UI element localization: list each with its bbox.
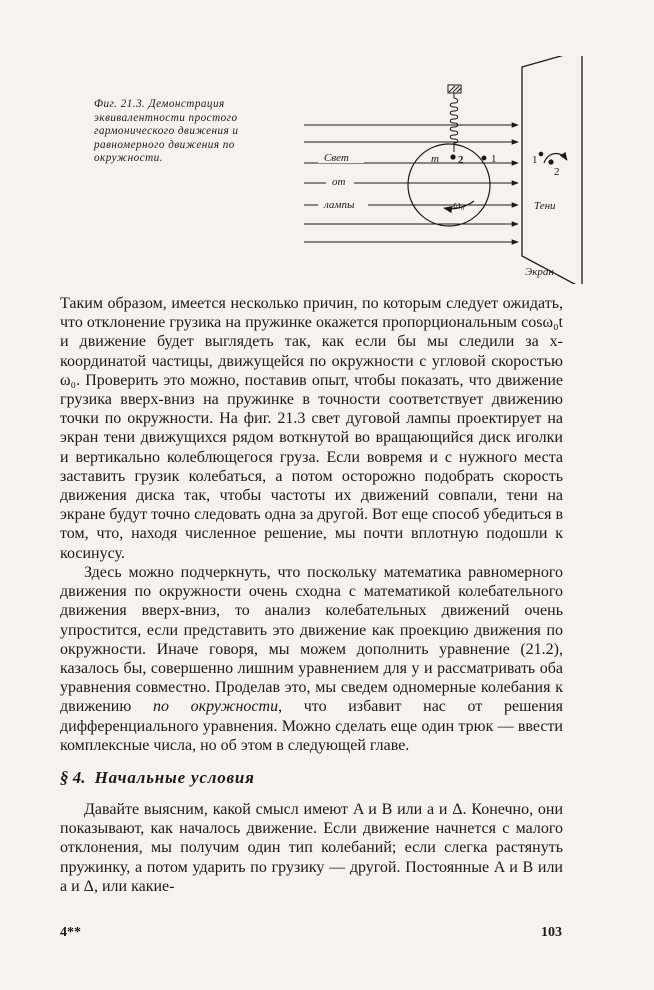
paragraph-1-text: Таким образом, имеется несколько причин, по которым следует ожидать, что отклонение грузика на пружинке окажется пропорциональным cosω₀t и движение будет выглядеть так, как если бы мы следили за x-координатой частицы, движущейся по окружности с угловой скоростью ω₀. Проверить это можно, поставив опыт, чтобы показать, что движение грузика вверх-вниз на пружинке в точности соответствует движению точки по окружности. На фиг. 21.3 свет дуговой лампы проектирует на экран тени движущихся рядом воткнутой во вращающийся диск иголки и вертикально колеблющегося груза. Если вовремя и с нужного места заставить грузик колебаться, а потом осторожно подобрать скорость движения диска так, чтобы частоты их движений совпали, тени на экране будут точно следовать одна за другой. Вот еще способ убедиться в том, что, находя численное решение, мы почти вплотную подошли к косинусу. bbox=[60, 295, 563, 562]
omega-label: ω₀ bbox=[453, 199, 465, 211]
spring-icon bbox=[450, 93, 458, 152]
section-paragraph bbox=[60, 800, 563, 896]
section-number: § 4. bbox=[60, 768, 86, 787]
section-heading bbox=[60, 768, 255, 788]
spring-mount-icon bbox=[448, 85, 461, 93]
shadow-point-2 bbox=[548, 159, 553, 164]
figure-caption-text: Демонстрация эквивалентности простого гармонического движения и равномерного движения по окружности. bbox=[94, 98, 239, 164]
shadow-point-1 bbox=[539, 152, 544, 157]
page-number: 103 bbox=[541, 925, 562, 940]
body-paragraph-1 bbox=[60, 294, 563, 563]
disk-point-2-label: 2 bbox=[458, 154, 464, 166]
disk-point-1-label: 1 bbox=[491, 153, 497, 165]
rotating-disk bbox=[408, 144, 490, 226]
shadow-point-2-label: 2 bbox=[554, 166, 560, 178]
body-paragraph-2 bbox=[60, 563, 563, 755]
section-paragraph-text: Давайте выясним, какой смысл имеют A и B или a и Δ. Конечно, они показывают, как началось движение. Если движение начнется с малого отклонения, мы получим один тип колебаний; если слегка растянуть пружинку, а потом ударить по грузику — другой. Постоянные A и B или a и Δ, или какие- bbox=[60, 801, 563, 895]
figure-21-3-diagram bbox=[296, 56, 586, 284]
signature-mark: 4** bbox=[60, 925, 81, 940]
projection-screen bbox=[522, 56, 582, 284]
needle-point bbox=[482, 156, 487, 161]
light-word-2: от bbox=[332, 176, 346, 188]
section-title: Начальные условия bbox=[94, 768, 255, 787]
light-word-3: лампы bbox=[324, 199, 355, 211]
paragraph-2-emphasis: по окружности bbox=[152, 698, 279, 716]
figure-caption-label: Фиг. 21.3. bbox=[94, 98, 146, 110]
mass-point bbox=[450, 154, 455, 159]
shadow-point-1-label: 1 bbox=[532, 154, 538, 166]
paragraph-2-part-a: Здесь можно подчеркнуть, что поскольку математика равномерного движения по окружности очень сходна с математикой колебательного движения вверх-вниз, то анализ колебательных движений очень упростится, если представить это движение как проекцию движения по окружности. Иначе говоря, мы можем дополнить уравнение (21.2), казалось бы, совершенно лишним уравнением для y и рассматривать оба уравнения совместно. Проделав это, мы сведем одномерные колебания к движению bbox=[60, 564, 563, 716]
shadows-label: Тени bbox=[534, 200, 556, 212]
figure-caption bbox=[94, 98, 302, 166]
paragraph-2-text bbox=[60, 563, 563, 755]
light-word-1: Свет bbox=[324, 152, 349, 164]
mass-label: m bbox=[431, 153, 439, 165]
screen-label: Экран bbox=[525, 266, 554, 278]
paragraph-2-part-b: , что избавит нас от решения дифференциального уравнения. Можно сделать еще один трюк — ввести комплексные числа, но об этом в следующей главе. bbox=[60, 698, 564, 754]
